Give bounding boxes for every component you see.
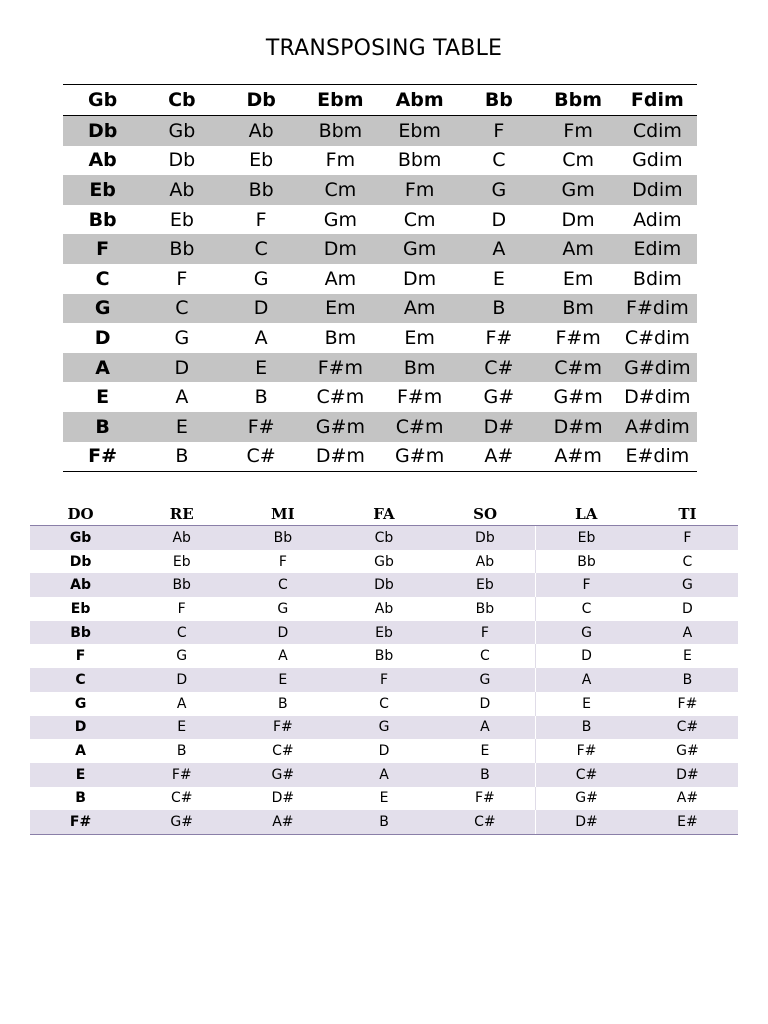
table-row [63,205,697,235]
table-cell: E#dim [618,442,697,472]
table-cell: G [637,573,738,597]
table-cell: A#dim [618,412,697,442]
table-cell: A [254,326,268,349]
table-cell: D#dim [624,386,691,409]
table-cell: E [131,716,232,740]
table-cell: E [142,412,221,442]
page-title: TRANSPOSING TABLE [265,36,503,61]
table-cell: Fm [539,116,618,146]
column-header: FA [333,503,434,526]
table-header-row [63,85,697,116]
row-header-cell: C [30,668,131,692]
table-row [30,644,738,668]
row-header-cell: E [30,763,131,787]
table-cell: F# [677,695,698,712]
table-cell: Bbm [301,116,380,146]
table-cell: G [536,621,637,645]
table-cell: Db [333,573,434,597]
table-cell: G [253,267,269,290]
table-row [30,787,738,811]
table-cell: G#m [301,412,380,442]
column-header: Abm [380,85,459,116]
column-header: LA [536,503,637,526]
table-cell: Gb [374,553,394,570]
solfege-table-body [30,526,738,835]
table-cell: E [222,353,301,383]
row-header-cell: B [75,790,86,807]
table-cell: A# [232,810,333,834]
table-cell: C# [272,743,294,760]
table-cell: Bb [222,175,301,205]
table-cell: F#m [555,326,601,349]
row-header-cell: F [63,234,142,264]
table-cell: C [142,294,221,324]
table-cell: Eb [536,526,637,550]
table-cell: Ebm [380,116,459,146]
table-cell: Bm [380,353,459,383]
table-cell: Db [168,149,196,172]
table-cell: C# [435,810,536,834]
table-cell: G [459,175,538,205]
table-cell: Gm [323,208,357,231]
table-cell: D [131,668,232,692]
table-cell: Dm [561,208,595,231]
table-row [30,716,738,740]
column-header: RE [131,503,232,526]
table-cell: F# [222,412,301,442]
table-cell: G [435,668,536,692]
column-header: MI [232,503,333,526]
row-header-cell: Gb [30,526,131,550]
table-cell: G# [131,810,232,834]
table-cell: D [581,648,592,665]
row-header-cell: B [63,412,142,442]
table-cell: E [682,648,692,665]
table-cell: A [175,386,189,409]
table-cell: F# [232,716,333,740]
table-cell: E [379,790,389,807]
table-row [30,550,738,574]
chord-table-body [63,116,697,472]
row-header-cell: Db [69,553,92,570]
table-cell: F [536,573,637,597]
table-cell: B [435,763,536,787]
table-cell: C [131,621,232,645]
table-cell: D [491,208,507,231]
table-cell: D#m [539,412,618,442]
table-cell: Am [539,234,618,264]
row-header-cell: A [75,743,86,760]
table-cell: G [176,648,188,665]
table-row [30,621,738,645]
table-cell: Ab [435,550,536,574]
row-header-cell: D [30,716,131,740]
row-header-cell: E [96,386,110,409]
table-cell: Eb [172,553,191,570]
table-cell: Adim [633,208,682,231]
column-header: Cb [142,85,221,116]
table-row [63,116,697,146]
table-cell: F [637,526,738,550]
table-cell: Em [562,267,594,290]
table-cell: E [232,668,333,692]
table-cell: G [277,600,289,617]
table-cell: C#m [539,353,618,383]
row-header-cell: Ab [30,573,131,597]
table-row [63,323,697,353]
table-cell: Am [380,294,459,324]
table-cell: C# [637,716,738,740]
row-header-cell: G [63,294,142,324]
table-row [63,412,697,442]
table-cell: C#m [316,386,365,409]
table-cell: G [333,716,434,740]
table-cell: F# [435,787,536,811]
table-row [63,353,697,383]
table-row [30,739,738,763]
table-cell: C [232,573,333,597]
table-cell: Db [435,526,536,550]
table-cell: B [536,716,637,740]
table-cell: Bb [577,553,596,570]
row-header-cell: Ab [88,149,117,172]
table-cell: C# [222,442,301,472]
table-cell: G#dim [618,353,697,383]
row-header-cell: Bb [88,208,117,231]
table-cell: G# [676,743,699,760]
table-cell: Ab [374,600,394,617]
table-cell: A [536,668,637,692]
table-cell: C [379,695,389,712]
table-cell: Gm [539,175,618,205]
row-header-cell: G [74,695,87,712]
table-cell: B [637,668,738,692]
row-header-cell: A [63,353,142,383]
table-row [30,810,738,834]
table-cell: E [582,695,591,712]
table-cell: D#m [301,442,380,472]
table-cell: C [581,600,592,617]
table-cell: Bm [324,326,357,349]
solfege-scale-table [30,503,738,835]
table-cell: Cb [333,526,434,550]
table-cell: A# [676,790,699,807]
table-cell: D [682,600,693,617]
column-header: DO [30,503,131,526]
table-cell: C [682,553,693,570]
table-cell: F [278,553,287,570]
table-cell: Dm [301,234,380,264]
table-cell: C#m [380,412,459,442]
chord-transposing-table [63,84,697,472]
table-cell: F [255,208,267,231]
table-cell: F [176,267,188,290]
table-cell: Cm [562,149,595,172]
table-cell: D [435,692,536,716]
table-cell: D [232,621,333,645]
table-row [63,175,697,205]
table-cell: Gdim [632,149,683,172]
table-row [30,692,738,716]
table-cell: Bdim [632,267,682,290]
table-cell: Edim [618,234,697,264]
table-cell: Eb [169,208,194,231]
table-cell: Dm [403,267,437,290]
table-cell: Em [404,326,435,349]
table-cell: F [459,116,538,146]
table-cell: F#dim [618,294,697,324]
table-cell: F [435,621,536,645]
table-cell: D [222,294,301,324]
table-cell: C [435,644,536,668]
table-cell: F#m [396,386,443,409]
table-row [63,382,697,412]
table-cell: Gb [142,116,221,146]
table-cell: F# [485,326,513,349]
table-cell: D# [271,790,295,807]
table-cell: Ab [131,526,232,550]
table-cell: G [174,326,190,349]
table-cell: B [278,695,288,712]
column-header: Fdim [618,85,697,116]
table-cell: C# [170,790,193,807]
row-header-cell: Bb [30,621,131,645]
row-header-cell: F# [63,442,142,472]
table-cell: Am [324,267,357,290]
table-row [63,442,697,472]
table-cell: D [378,743,390,760]
table-row [63,264,697,294]
table-cell: D [142,353,221,383]
table-cell: Cm [403,208,436,231]
table-cell: B [254,386,268,409]
table-cell: A [459,234,538,264]
table-cell: D# [459,412,538,442]
table-cell: D# [536,810,637,834]
table-row [30,763,738,787]
table-cell: G#m [380,442,459,472]
row-header-cell: Eb [70,600,91,617]
column-header: TI [637,503,738,526]
table-cell: A [435,716,536,740]
table-row [63,294,697,324]
row-header-cell: C [95,267,110,290]
table-cell: Bb [435,597,536,621]
table-cell: C# [536,763,637,787]
table-cell: A [176,695,187,712]
table-cell: G# [575,790,598,807]
table-cell: A [278,648,288,665]
table-cell: C#dim [624,326,690,349]
table-cell: Eb [249,149,274,172]
table-cell: A [333,763,434,787]
table-cell: Bb [374,648,394,665]
table-cell: B [142,442,221,472]
column-header: Bbm [539,85,618,116]
table-cell: Fm [380,175,459,205]
column-header: Bb [459,85,538,116]
table-cell: F [177,600,186,617]
table-cell: G#m [553,386,603,409]
row-header-cell: Eb [63,175,142,205]
table-cell: C [222,234,301,264]
table-cell: Bb [142,234,221,264]
table-cell: E [492,267,505,290]
table-cell: Em [301,294,380,324]
table-cell: Bbm [397,149,442,172]
table-cell: G# [232,763,333,787]
table-cell: D# [637,763,738,787]
table-cell: C# [459,353,538,383]
table-cell: Gm [380,234,459,264]
table-cell: F [333,668,434,692]
table-header-row [30,503,738,526]
table-cell: Cm [301,175,380,205]
table-cell: C [492,149,506,172]
table-cell: Bb [131,573,232,597]
row-header-cell: F [75,648,86,665]
table-cell: G# [483,386,515,409]
table-cell: Eb [435,573,536,597]
table-cell: Fm [325,149,356,172]
table-cell: E [435,739,536,763]
table-cell: F# [131,763,232,787]
table-cell: B [176,743,187,760]
table-cell: Ab [222,116,301,146]
table-cell: A [637,621,738,645]
table-cell: Bm [539,294,618,324]
table-row [30,573,738,597]
column-header: Db [222,85,301,116]
table-row [63,234,697,264]
row-header-cell: D [94,326,111,349]
table-row [30,597,738,621]
column-header: Ebm [301,85,380,116]
table-row [30,526,738,550]
table-cell: F#m [301,353,380,383]
table-cell: Bb [232,526,333,550]
table-cell: A# [459,442,538,472]
table-cell: B [459,294,538,324]
table-cell: Ab [142,175,221,205]
row-header-cell: F# [30,810,131,834]
table-row [63,146,697,176]
table-cell: A#m [539,442,618,472]
table-cell: E# [637,810,738,834]
table-cell: Ddim [618,175,697,205]
column-header: Gb [63,85,142,116]
table-cell: Cdim [618,116,697,146]
table-row [30,668,738,692]
table-cell: F# [576,743,597,760]
table-cell: Eb [333,621,434,645]
table-cell: B [333,810,434,834]
row-header-cell: Db [63,116,142,146]
column-header: SO [435,503,536,526]
